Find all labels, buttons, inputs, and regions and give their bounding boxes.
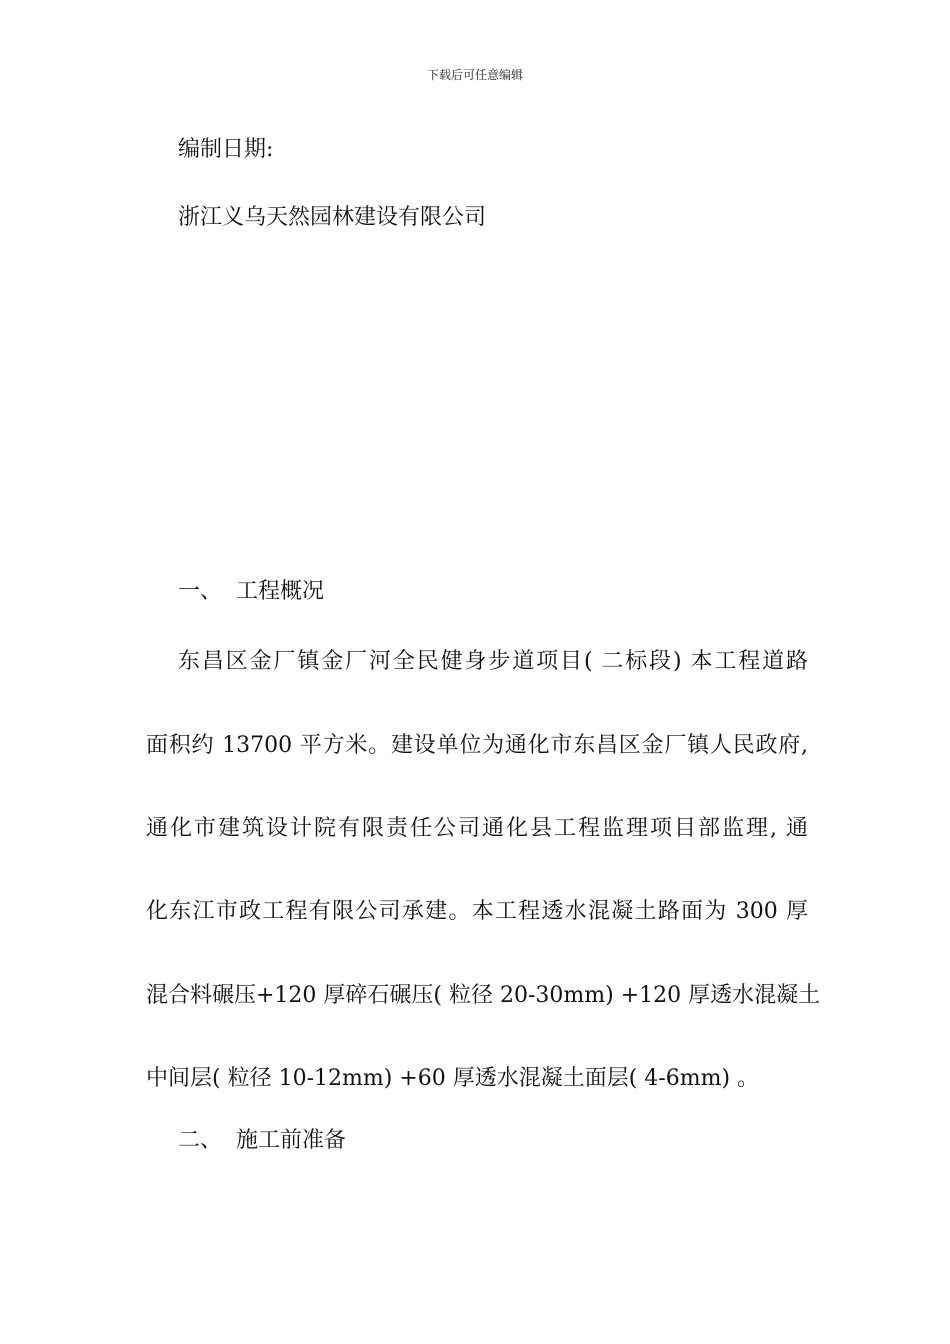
section-number: 一、 (178, 579, 223, 604)
paragraph-line: 面积约 13700 平方米。建设单位为通化市东昌区金厂镇人民政府, (146, 733, 808, 758)
paragraph-line: 东昌区金厂镇金厂河全民健身步道项目( 二标段) 本工程道路 (178, 649, 808, 674)
section-number: 二、 (178, 1128, 223, 1153)
paragraph-line: 通化市建筑设计院有限责任公司通化县工程监理项目部监理, 通 (146, 816, 808, 841)
paragraph-line: 化东江市政工程有限公司承建。本工程透水混凝土路面为 300 厚 (146, 899, 808, 924)
section-heading-2 (178, 1126, 346, 1156)
company-name: 浙江义乌天然园林建设有限公司 (178, 205, 487, 230)
date-label: 编制日期: (178, 137, 274, 162)
paragraph-line: 混合料碾压+120 厚碎石碾压( 粒径 20-30mm) +120 厚透水混凝土 (146, 983, 821, 1008)
paragraph-line: 中间层( 粒径 10-12mm) +60 厚透水混凝土面层( 4-6mm) 。 (146, 1066, 760, 1091)
page-header: 下载后可任意编辑 (426, 68, 523, 82)
section-title: 施工前准备 (236, 1128, 347, 1153)
section-heading-1 (178, 577, 324, 607)
section-title: 工程概况 (236, 579, 325, 604)
